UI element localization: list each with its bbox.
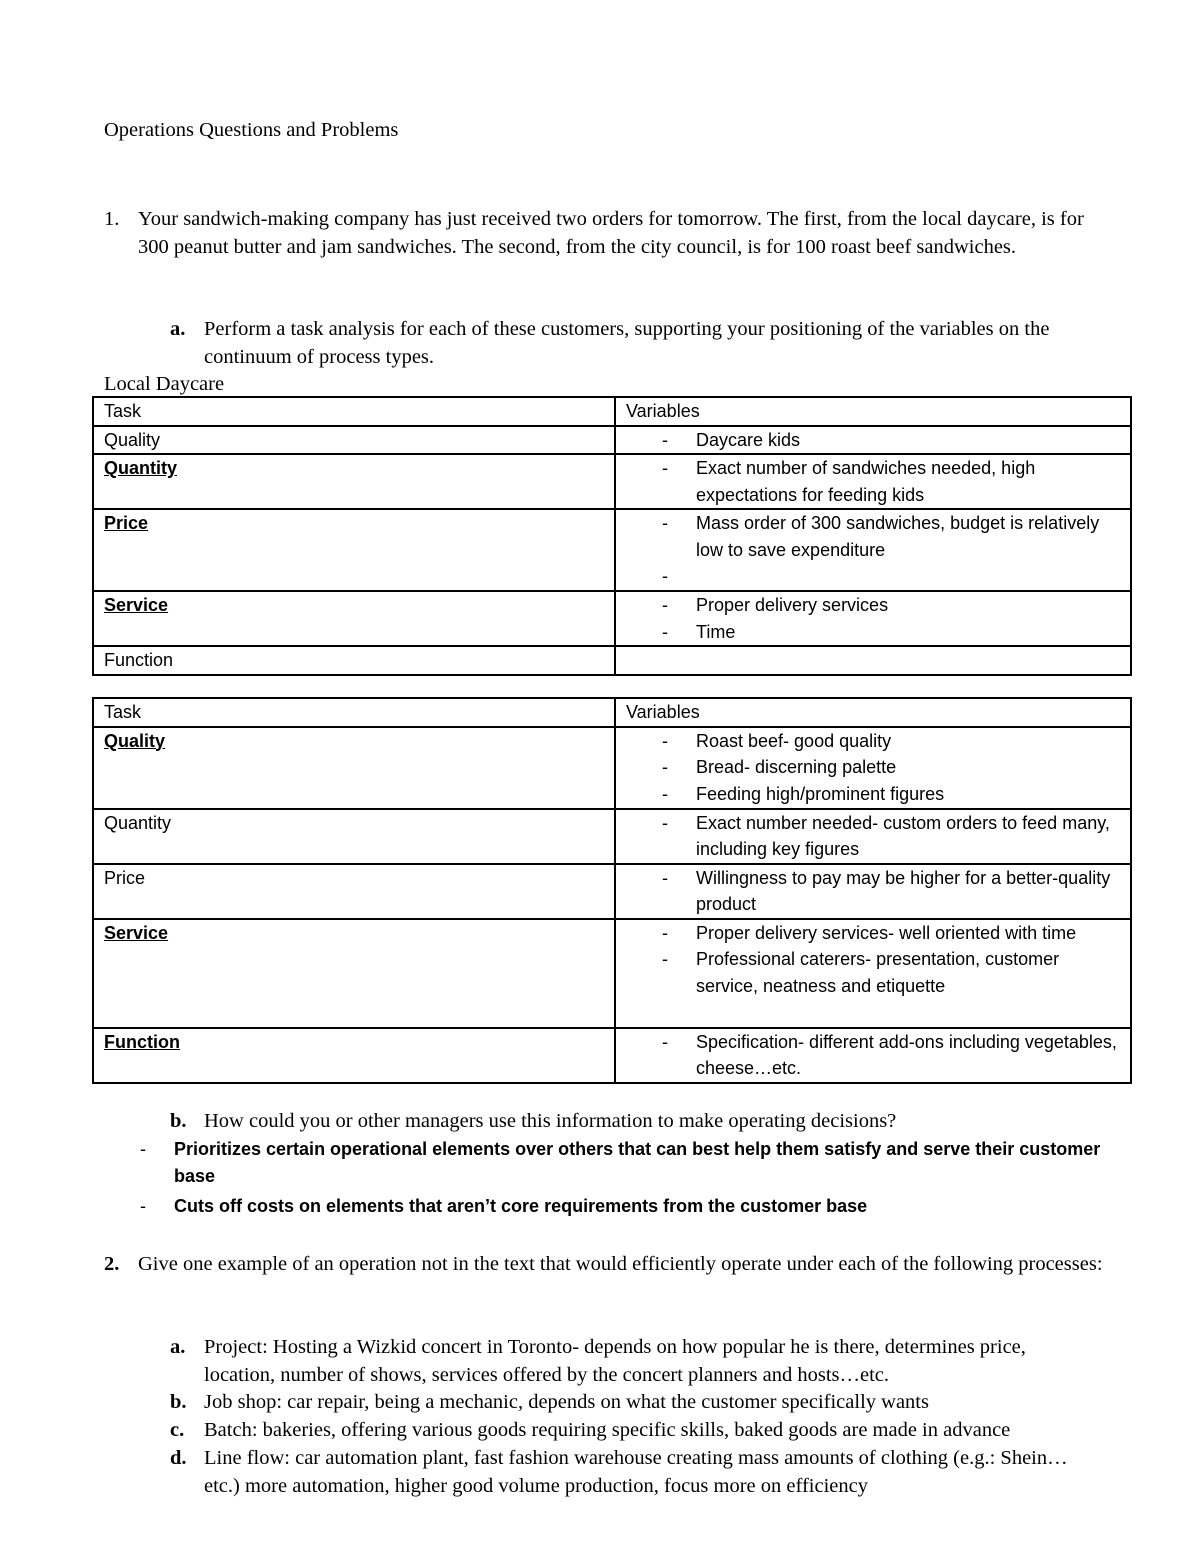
variable-item: - Professional caterers- presentation, customer service, neatness and etiquette (662, 949, 1060, 996)
table-row (93, 426, 1131, 455)
task-label: Quality (104, 429, 161, 450)
variable-item: - Mass order of 300 sandwiches, budget is relatively low to save expenditure (662, 513, 1100, 560)
council-task-table (92, 697, 1132, 1084)
question-2b-label: b. (170, 1391, 187, 1413)
answer-item: - Prioritizes certain operational elements over others that can best help them satisfy and serve their customer base (140, 1139, 1101, 1186)
table-row (93, 727, 1131, 809)
question-2b (170, 1389, 1100, 1417)
question-1-number: 1. (104, 208, 120, 230)
table-row (93, 509, 1131, 591)
question-2a (170, 1334, 1100, 1389)
question-2d-text: Line flow: car automation plant, fast fashion warehouse creating mass amounts of clothing (e.g.: Shein…etc.) more automation, higher good volume production, focus more on efficiency (204, 1447, 1068, 1497)
question-1b (170, 1108, 1100, 1136)
question-1a-label: a. (170, 318, 186, 340)
variable-item: - Specification- different add-ons including vegetables, cheese…etc. (662, 1031, 1117, 1078)
table-header-row (93, 397, 1131, 426)
header-task: Task (93, 397, 615, 426)
table-row (93, 646, 1131, 675)
header-variables: Variables (615, 698, 1131, 727)
task-label: Quality (104, 730, 166, 751)
question-1-text: Your sandwich-making company has just received two orders for tomorrow. The first, from the local daycare, is for 300 peanut butter and jam sandwiches. The second, from the city council, is for 100 roast beef sandwiches. (138, 208, 1084, 258)
task-label: Quantity (104, 458, 178, 478)
variable-item: - Daycare kids (662, 429, 801, 450)
task-label: Service (104, 922, 169, 943)
header-variables: Variables (615, 397, 1131, 426)
table-row (93, 864, 1131, 919)
variable-item: - Time (662, 621, 736, 642)
table-row (93, 919, 1131, 1028)
variable-item: - Exact number of sandwiches needed, high expectations for feeding kids (662, 458, 1036, 505)
table-row (93, 809, 1131, 864)
variable-item: - Feeding high/prominent figures (662, 783, 945, 804)
table-header-row (93, 698, 1131, 727)
table-row (93, 1028, 1131, 1083)
task-label: Service (104, 595, 169, 615)
table-row (93, 591, 1131, 646)
question-2-text: Give one example of an operation not in the text that would efficiently operate under each of the following processes: (138, 1253, 1103, 1275)
question-2-number: 2. (104, 1253, 120, 1275)
question-2a-text: Project: Hosting a Wizkid concert in Toronto- depends on how popular he is there, determines price, location, number of shows, services offered by the concert planners and hosts…etc. (204, 1336, 1026, 1386)
question-2c-label: c. (170, 1419, 185, 1441)
task-label: Price (104, 867, 146, 888)
question-2 (104, 1251, 1104, 1279)
question-2c-text: Batch: bakeries, offering various goods requiring specific skills, baked goods are made in advance (204, 1419, 1011, 1441)
question-2d-label: d. (170, 1447, 187, 1469)
question-1 (104, 206, 1104, 261)
variable-item: - Proper delivery services- well oriented with time (662, 922, 1077, 943)
document-title: Operations Questions and Problems (104, 119, 399, 141)
variable-item: - Proper delivery services (662, 595, 889, 615)
variable-item: - Roast beef- good quality (662, 730, 892, 751)
question-1a-text: Perform a task analysis for each of these customers, supporting your positioning of the variables on the continuum of process types. (204, 318, 1050, 368)
question-2a-label: a. (170, 1336, 186, 1358)
variable-item: - (662, 566, 668, 586)
daycare-task-table (92, 396, 1132, 676)
table1-caption: Local Daycare (104, 373, 225, 395)
task-label: Function (104, 650, 174, 670)
table-row (93, 454, 1131, 509)
variable-item: - Bread- discerning palette (662, 757, 897, 777)
question-2c (170, 1417, 1100, 1445)
header-task: Task (93, 698, 615, 727)
task-label: Price (104, 513, 149, 533)
task-label: Quantity (104, 812, 172, 833)
question-2d (170, 1445, 1100, 1500)
variable-item: - Willingness to pay may be higher for a better-quality product (662, 867, 1111, 914)
question-1b-label: b. (170, 1110, 187, 1132)
answer-item: - Cuts off costs on elements that aren’t core requirements from the customer base (140, 1196, 868, 1216)
variable-item: - Exact number needed- custom orders to feed many, including key figures (662, 812, 1110, 859)
task-label: Function (104, 1031, 180, 1052)
question-1a (170, 316, 1100, 371)
question-1b-text: How could you or other managers use this information to make operating decisions? (204, 1110, 897, 1132)
question-2b-text: Job shop: car repair, being a mechanic, depends on what the customer specifically wants (204, 1391, 929, 1413)
